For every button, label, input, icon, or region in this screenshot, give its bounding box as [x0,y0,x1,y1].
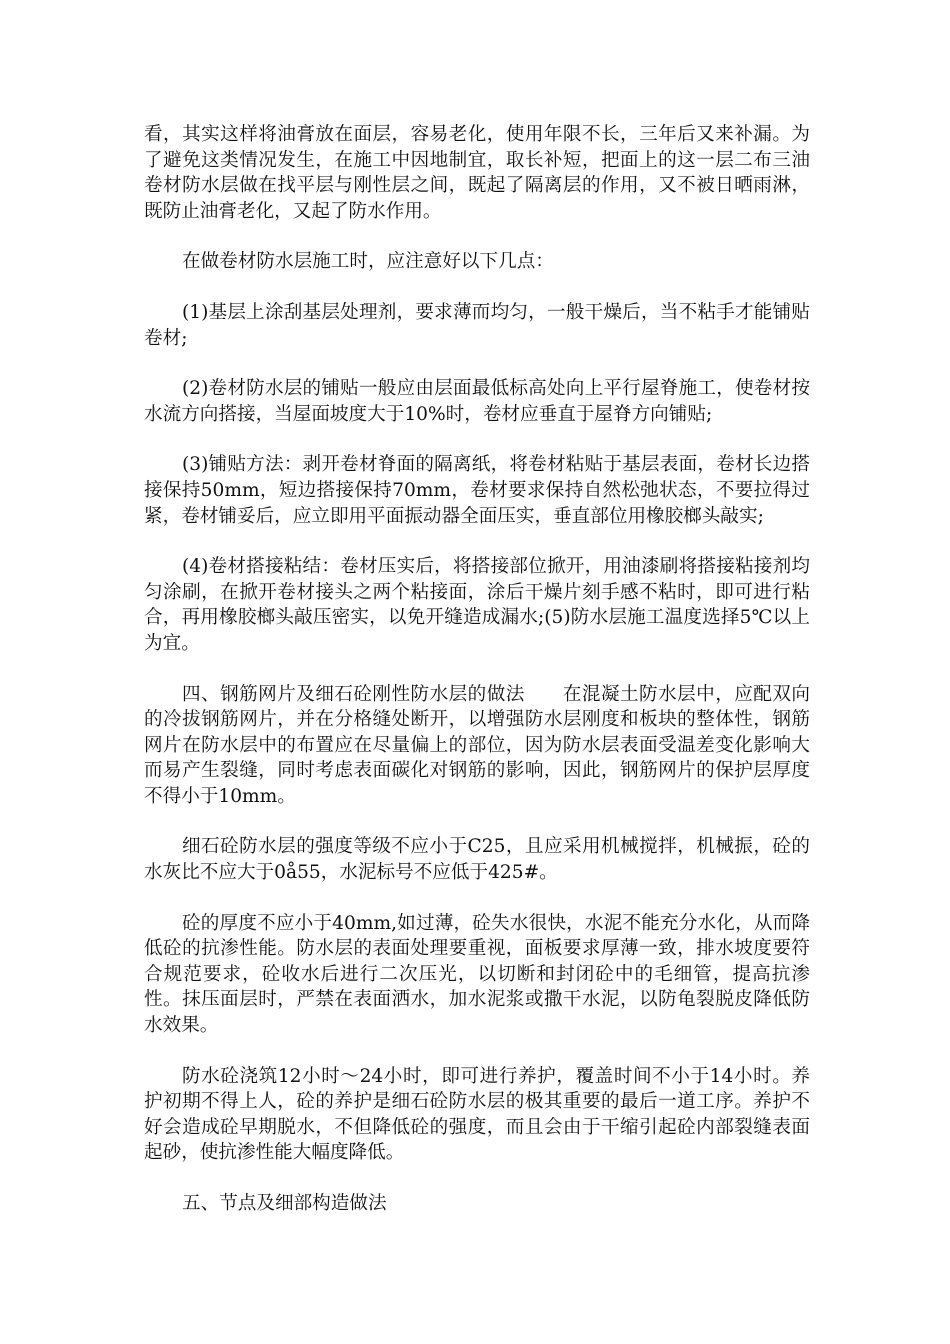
paragraph-6: (4)卷材搭接粘结：卷材压实后，将搭接部位掀开，用油漆刷将搭接粘接剂均匀涂刷，在掀开卷材接头之两个粘接面，涂后干燥片刻手感不粘时，即可进行粘合，再用橡胶榔头敲压密实，以免开缝造成漏水;(5)防水层施工温度选择5℃以上为宜。 [144,556,810,654]
paragraph-4: (2)卷材防水层的铺贴一般应由层面最低标高处向上平行屋脊施工，使卷材按水流方向搭接，当屋面坡度大于10%时，卷材应垂直于屋脊方向铺贴; [144,378,810,425]
paragraph-5: (3)铺贴方法：剥开卷材脊面的隔离纸，将卷材粘贴于基层表面，卷材长边搭接保持50mm，短边搭接保持70mm，卷材要求保持自然松弛状态，不要拉得过紧，卷材铺妥后，应立即用平面振动器全面压实，垂直部位用橡胶榔头敲实; [144,454,810,527]
paragraph-10: 防水砼浇筑12小时～24小时，即可进行养护，覆盖时间不小于14小时。养护初期不得上人，砼的养护是细石砼防水层的极其重要的最后一道工序。养护不好会造成砼早期脱水，不但降低砼的强度，而且会由于干缩引起砼内部裂缝表面起砂，使抗渗性能大幅度降低。 [144,1065,810,1164]
paragraph-8: 细石砼防水层的强度等级不应小于C25，且应采用机械搅拌，机械振，砼的水灰比不应大于0å55，水泥标号不应低于425#。 [144,836,810,884]
paragraph-7: 四、钢筋网片及细石砼刚性防水层的做法 在混凝土防水层中，应配双向的冷拔钢筋网片，并在分格缝处断开，以增强防水层刚度和板块的整体性，钢筋网片在防水层中的布置应在尽量偏上的部位，因为防水层表面受温差变化影响大而易产生裂缝，同时考虑表面碳化对钢筋的影响，因此，钢筋网片的保护层厚度不得小于10mm。 [144,683,810,807]
section-heading-5: 五、节点及细部构造做法 [182,1193,387,1214]
paragraph-3: (1)基层上涂刮基层处理剂，要求薄而均匀，一般干燥后，当不粘手才能铺贴卷材; [144,301,810,349]
paragraph-1: 看，其实这样将油膏放在面层，容易老化，使用年限不长，三年后又来补漏。为了避免这类情况发生，在施工中因地制宜，取长补短，把面上的这一层二布三油卷材防水层做在找平层与刚性层之间，既起了隔离层的作用，又不被日晒雨淋，既防止油膏老化，又起了防水作用。 [144,124,810,222]
paragraph-9: 砼的厚度不应小于40mm,如过薄，砼失水很快，水泥不能充分水化，从而降低砼的抗渗性能。防水层的表面处理要重视，面板要求厚薄一致，排水坡度要符合规范要求，砼收水后进行二次压光，以切断和封闭砼中的毛细管，提高抗渗性。抹压面层时，严禁在表面洒水，加水泥浆或撒干水泥，以防龟裂脱皮降低防水效果。 [144,912,810,1037]
paragraph-2: 在做卷材防水层施工时，应注意好以下几点： [182,251,554,273]
document-body [144,122,810,1242]
